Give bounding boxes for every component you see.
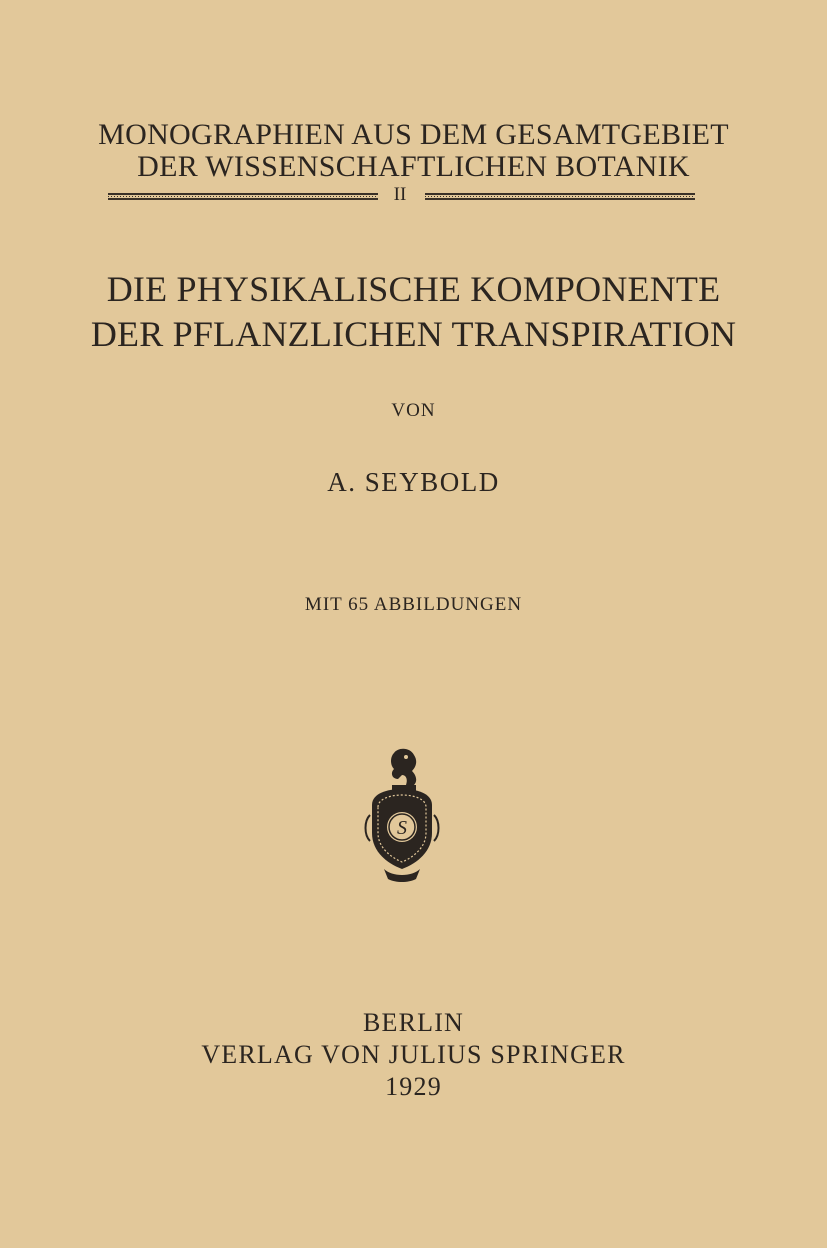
series-title-line-2: DER WISSENSCHAFTLICHEN BOTANIK xyxy=(137,150,690,183)
series-rule-left xyxy=(108,193,378,200)
series-volume-number: II xyxy=(393,184,407,205)
imprint-city: BERLIN xyxy=(362,1008,465,1037)
illustrations-note: MIT 65 ABBILDUNGEN xyxy=(304,594,523,615)
springer-knight-logo-icon xyxy=(362,745,442,885)
series-rule-right xyxy=(425,193,695,200)
imprint-publisher: VERLAG VON JULIUS SPRINGER xyxy=(201,1040,626,1069)
by-label: VON xyxy=(391,400,436,421)
author-name: A. SEYBOLD xyxy=(327,467,500,497)
series-title-line-1: MONOGRAPHIEN AUS DEM GESAMTGEBIET xyxy=(98,118,729,151)
imprint-year: 1929 xyxy=(385,1072,442,1101)
book-title-line-2: DER PFLANZLICHEN TRANSPIRATION xyxy=(90,314,737,354)
book-title-line-1: DIE PHYSIKALISCHE KOMPONENTE xyxy=(106,269,721,309)
logo-letter: S xyxy=(397,817,407,839)
